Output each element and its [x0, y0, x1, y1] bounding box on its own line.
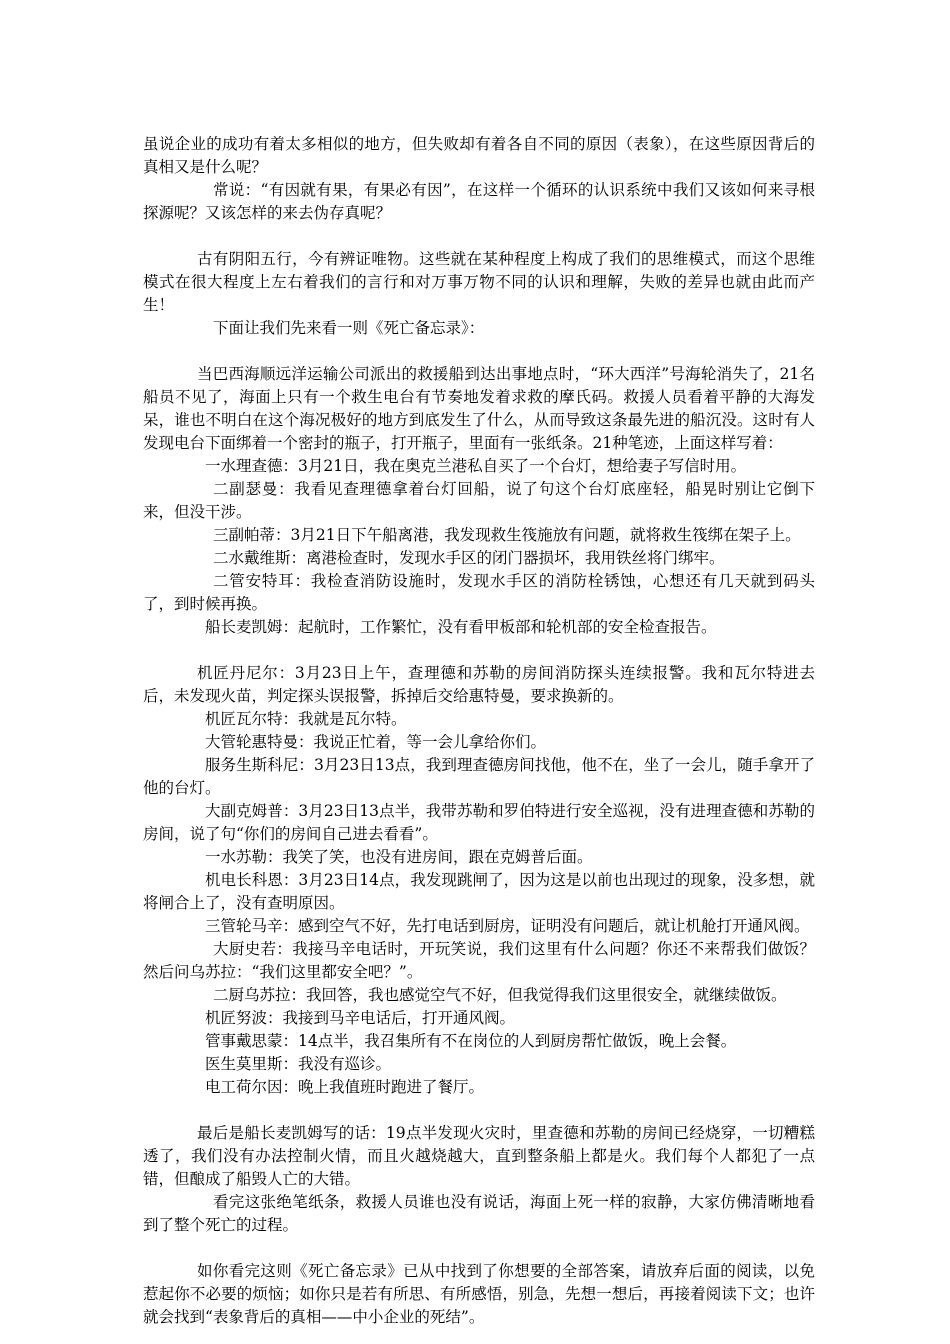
paragraph-note-18: 管事戴思蒙：14点半，我召集所有不在岗位的人到厨房帮忙做饭，晚上会餐。	[205, 1032, 737, 1050]
paragraph-note-1: 一水理查德：3月21日，我在奥克兰港私自买了一个台灯，想给妻子写信时用。	[205, 457, 747, 475]
paragraph-captain-final: 最后是船长麦凯姆写的话：19点半发现火灾时，里查德和苏勒的房间已经烧穿，一切糟糕透了，我们没有办法控制火情，而且火越烧越大，直到整条船上都是火。我们每个人都犯了一点错，但酿成了船毁人亡的大错。	[143, 1124, 815, 1188]
paragraph-note-20: 电工荷尔因：晚上我值班时跑进了餐厅。	[205, 1078, 485, 1096]
paragraph-note-5: 二管安特耳：我检查消防设施时，发现水手区的消防栓锈蚀，心想还有几天就到码头了，到时候再换。	[143, 572, 815, 613]
paragraph-thinking-mode: 古有阴阳五行，今有辨证唯物。这些就在某种程度上构成了我们的思维模式，而这个思维模式在很大程度上左右着我们的言行和对万事万物不同的认识和理解，失败的差异也就由此而产生！	[143, 250, 815, 314]
paragraph-note-9: 大管轮惠特曼：我说正忙着，等一会儿拿给你们。	[205, 733, 547, 751]
paragraph-note-6: 船长麦凯姆：起航时，工作繁忙，没有看甲板部和轮机部的安全检查报告。	[205, 618, 717, 636]
paragraph-note-15: 大厨史若：我接马辛电话时，开玩笑说，我们这里有什么问题？你还不来帮我们做饭？然后问乌苏拉：“我们这里都安全吧？”。	[143, 940, 815, 981]
paragraph-note-7: 机匠丹尼尔：3月23日上午，查理德和苏勒的房间消防探头连续报警。我和瓦尔特进去后，未发现火苗，判定探头误报警，拆掉后交给惠特曼，要求换新的。	[143, 664, 815, 705]
paragraph-note-3: 三副帕蒂：3月21日下午船离港，我发现救生筏施放有问题，就将救生筏绑在架子上。	[213, 526, 801, 544]
paragraph-note-4: 二水戴维斯：离港检查时，发现水手区的闭门器损坏，我用铁丝将门绑牢。	[213, 549, 725, 567]
blank-line	[143, 1099, 815, 1122]
document-body	[143, 133, 815, 1329]
blank-line	[143, 639, 815, 662]
blank-line	[143, 225, 815, 248]
paragraph-note-12: 一水苏勒：我笑了笑，也没有进房间，跟在克姆普后面。	[205, 848, 593, 866]
paragraph-note-14: 三管轮马辛：感到空气不好，先打电话到厨房，证明没有问题后，就让机舱打开通风阀。	[205, 917, 810, 935]
paragraph-saying: 常说：“有因就有果，有果必有因”，在这样一个循环的认识系统中我们又该如何来寻根探源呢？又该怎样的来去伪存真呢？	[143, 181, 815, 222]
paragraph-note-11: 大副克姆普：3月23日13点半，我带苏勒和罗伯特进行安全巡视，没有进理查德和苏勒的房间，说了句“你们的房间自己进去看看”。	[143, 802, 815, 843]
paragraph-note-10: 服务生斯科尼：3月23日13点，我到理查德房间找他，他不在，坐了一会儿，随手拿开了他的台灯。	[143, 756, 815, 797]
paragraph-note-16: 二厨乌苏拉：我回答，我也感觉空气不好，但我觉得我们这里很安全，就继续做饭。	[213, 986, 787, 1004]
blank-line	[143, 1237, 815, 1260]
paragraph-note-13: 机电长科恩：3月23日14点，我发现跳闸了，因为这是以前也出现过的现象，没多想，就将闸合上了，没有查明原因。	[143, 871, 815, 912]
paragraph-rescue: 当巴西海顺远洋运输公司派出的救援船到达出事地点时，“环大西洋”号海轮消失了，21名船员不见了，海面上只有一个救生电台有节奏地发着求救的摩氏码。救援人员看着平静的大海发呆，谁也不明白在这个海况极好的地方到底发生了什么，从而导致这条最先进的船沉没。这时有人发现电台下面绑着一个密封的瓶子，打开瓶子，里面有一张纸条。21种笔迹，上面这样写着：	[143, 365, 815, 452]
paragraph-note-8: 机匠瓦尔特：我就是瓦尔特。	[205, 710, 407, 728]
paragraph-lead-in: 下面让我们先来看一则《死亡备忘录》：	[213, 319, 485, 337]
paragraph-silence: 看完这张绝笔纸条，救援人员谁也没有说话，海面上死一样的寂静，大家仿佛清晰地看到了整个死亡的过程。	[143, 1193, 815, 1234]
paragraph-note-19: 医生莫里斯：我没有巡诊。	[205, 1055, 392, 1073]
paragraph-reader-guide: 如你看完这则《死亡备忘录》已从中找到了你想要的全部答案，请放弃后面的阅读，以免惹起你不必要的烦恼；如你只是若有所思、有所感悟，别急，先想一想后，再接着阅读下文；也许就会找到“表象背后的真相——中小企业的死结”。	[143, 1262, 815, 1326]
paragraph-note-2: 二副瑟曼：我看见查理德拿着台灯回船，说了句这个台灯底座轻，船晃时别让它倒下来，但没干涉。	[143, 480, 815, 521]
paragraph-note-17: 机匠努波：我接到马辛电话后，打开通风阀。	[205, 1009, 516, 1027]
paragraph-intro: 虽说企业的成功有着太多相似的地方，但失败却有着各自不同的原因（表象），在这些原因背后的真相又是什么呢？	[143, 135, 815, 176]
blank-line	[143, 340, 815, 363]
